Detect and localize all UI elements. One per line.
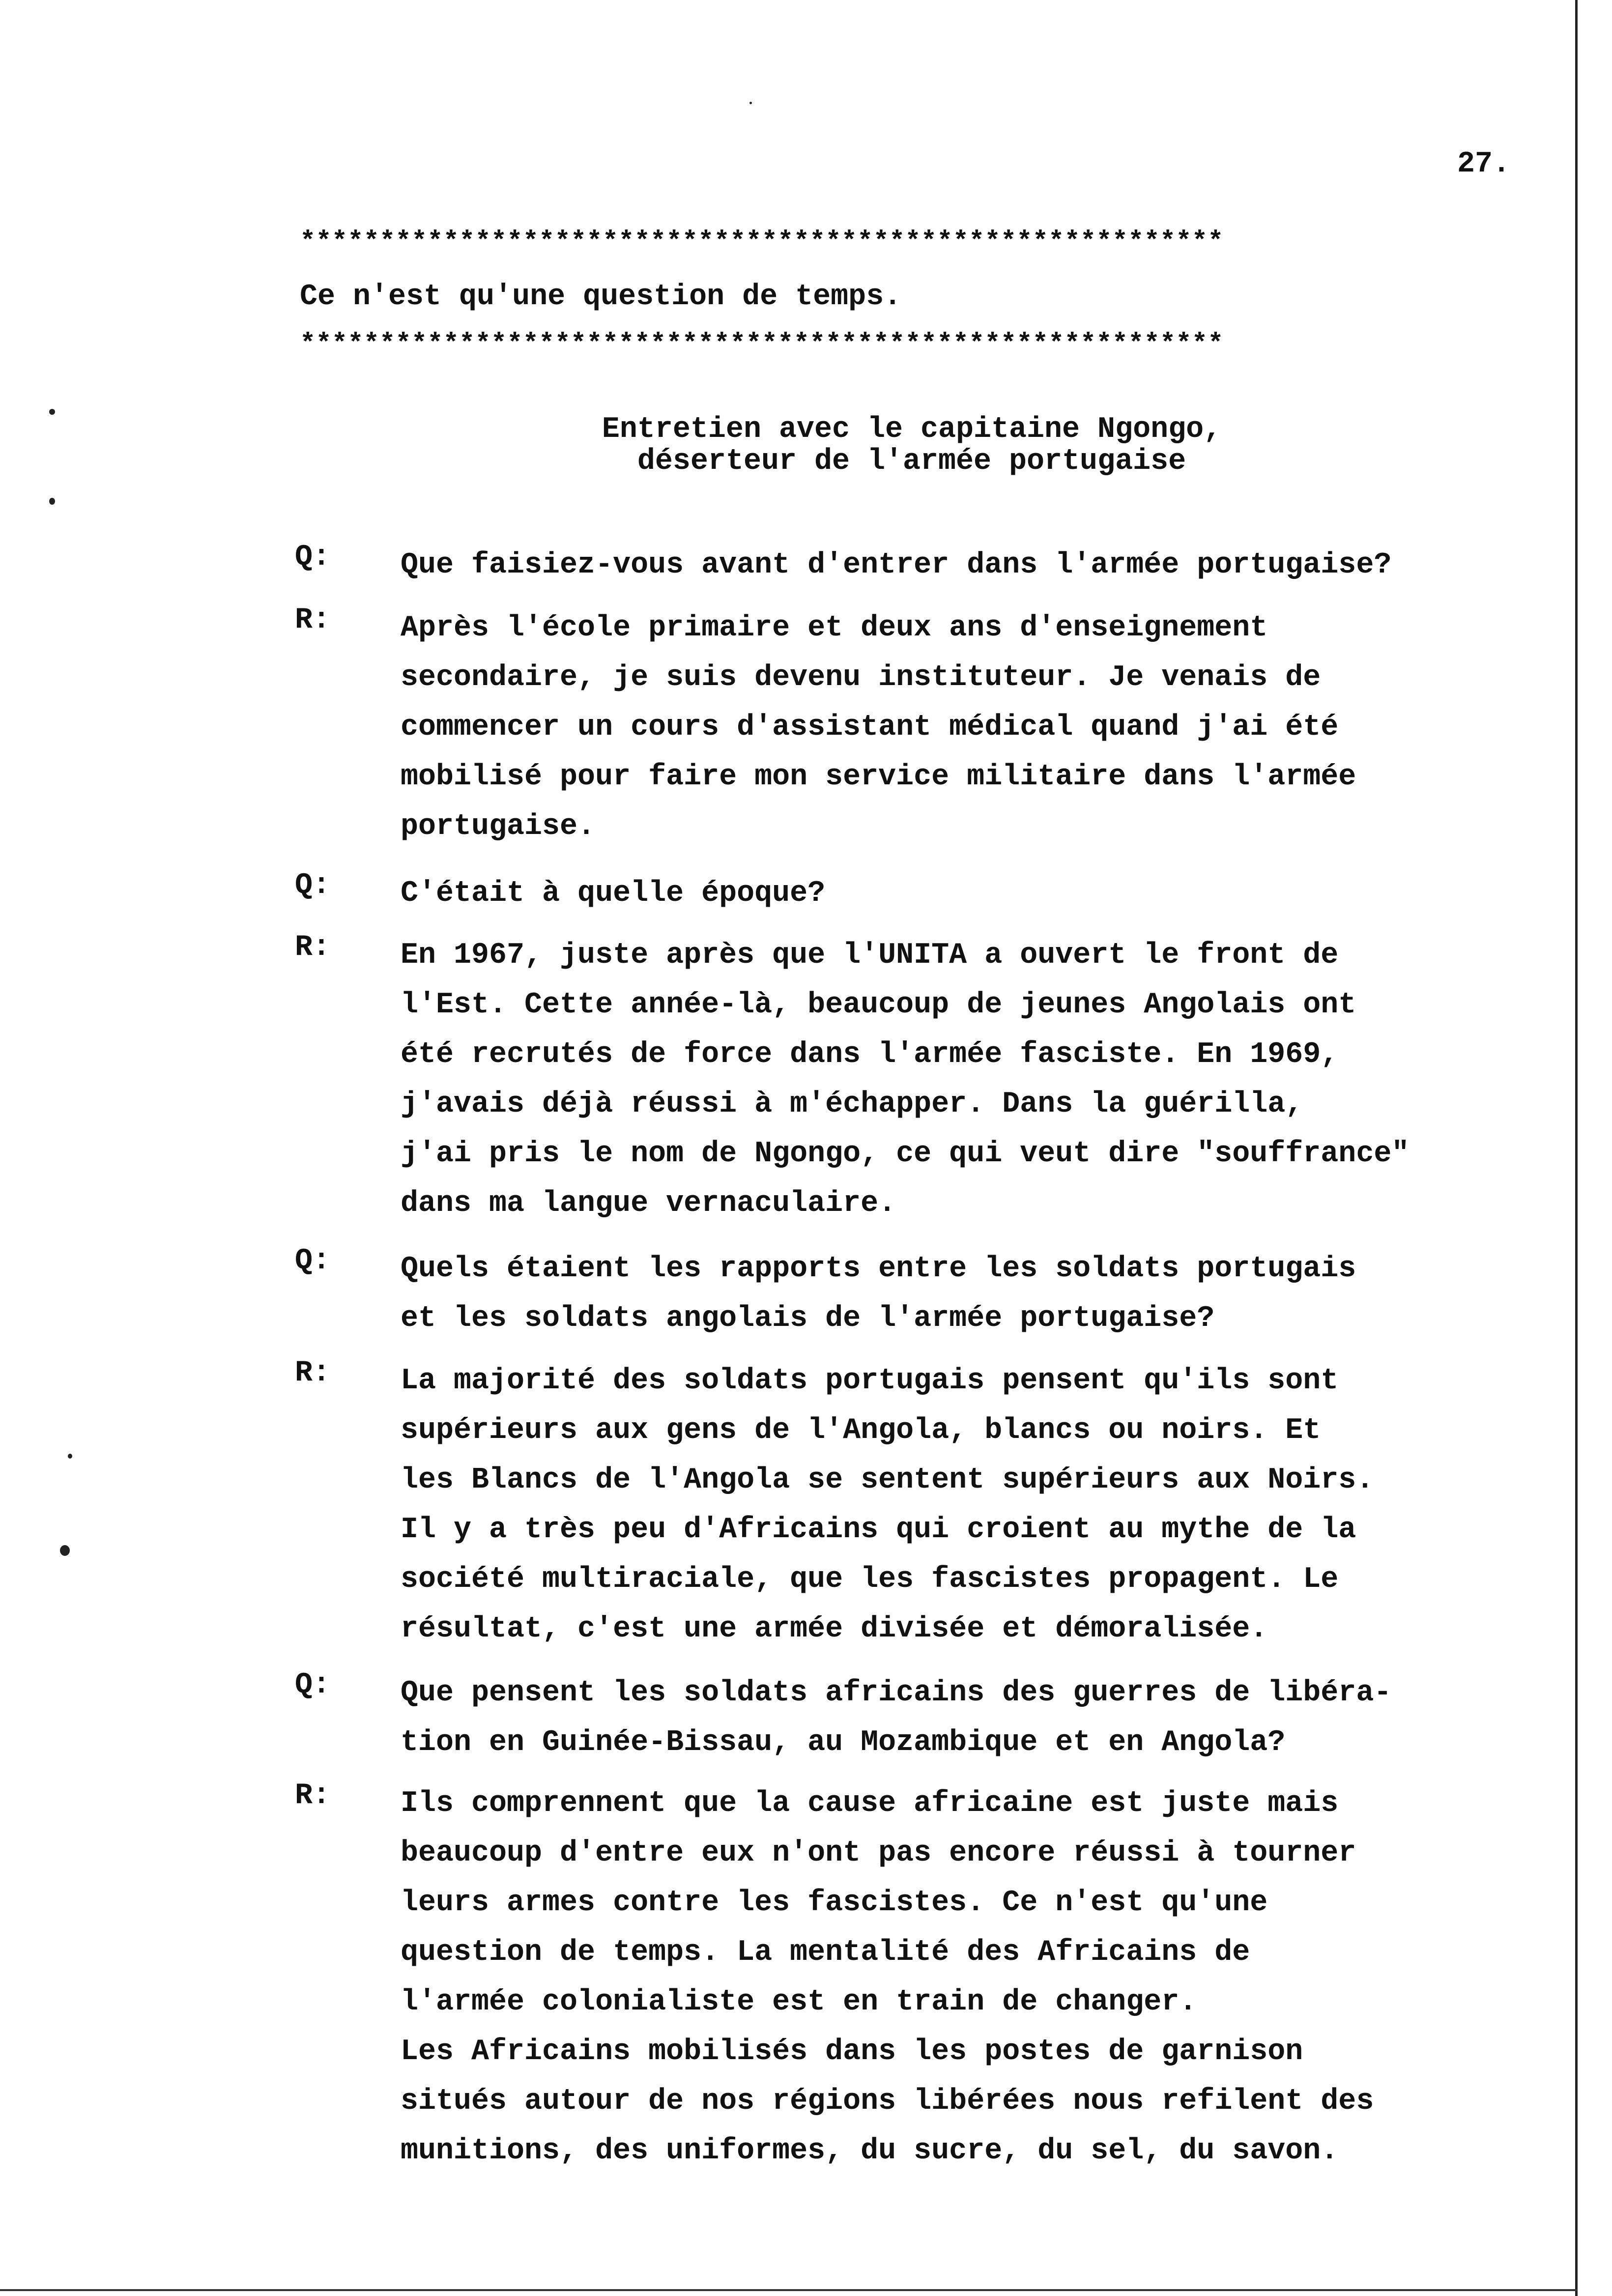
qa-label: R: <box>295 931 331 964</box>
page-bottom-edge <box>0 2289 1578 2291</box>
margin-speck <box>49 409 55 415</box>
asterisk-rule-top: ********************************************************** <box>300 227 1224 257</box>
page-number: 27. <box>1457 147 1511 181</box>
page-right-edge <box>1575 0 1578 2296</box>
margin-speck <box>49 498 55 505</box>
qa-text: Après l'école primaire et deux ans d'enseignement secondaire, je suis devenu instituteur. Je venais de commencer un cours d'assistant médical quand j'ai été mobilisé pour faire mon service militaire dans l'armée portugaise. <box>401 611 1356 843</box>
headline: Ce n'est qu'une question de temps. <box>300 280 902 314</box>
margin-speck <box>68 1454 72 1459</box>
qa-label: R: <box>295 1779 331 1812</box>
qa-text: En 1967, juste après que l'UNITA a ouvert le front de l'Est. Cette année-là, beaucoup de jeunes Angolais ont été recrutés de force dans l'armée fasciste. En 1969, j'avais déjà réussi à m'échapper. Dans la guérilla, j'ai pris le nom de Ngongo, ce qui veut dire "souffrance" dans ma langue vernaculaire. <box>401 939 1410 1220</box>
qa-text: Quels étaient les rapports entre les soldats portugais et les soldats angolais de l'armée portugaise? <box>401 1252 1356 1335</box>
qa-label: Q: <box>295 869 331 902</box>
margin-speck <box>749 102 752 104</box>
qa-label: R: <box>295 1356 331 1390</box>
qa-label: Q: <box>295 1668 331 1702</box>
qa-text: Que pensent les soldats africains des guerres de libéra- tion en Guinée-Bissau, au Mozambique et en Angola? <box>401 1676 1392 1759</box>
asterisk-rule-bottom: ********************************************************** <box>300 329 1224 359</box>
interview-subtitle: déserteur de l'armée portugaise <box>637 445 1186 478</box>
qa-label: Q: <box>295 1244 331 1278</box>
qa-label: R: <box>295 603 331 637</box>
margin-speck <box>60 1545 70 1556</box>
qa-text: C'était à quelle époque? <box>401 877 826 910</box>
qa-text: Que faisiez-vous avant d'entrer dans l'armée portugaise? <box>401 548 1392 582</box>
qa-text: Ils comprennent que la cause africaine est juste mais beaucoup d'entre eux n'ont pas encore réussi à tourner leurs armes contre les fascistes. Ce n'est qu'une question de temps. La mentalité des Africains de l'armée colonialiste est en train de changer. Les Africains mobilisés dans les postes de garnison situés autour de nos régions libérées nous refilent des munitions, des uniformes, du sucre, du sel, du savon. <box>401 1787 1374 2168</box>
interview-title: Entretien avec le capitaine Ngongo, <box>602 413 1222 446</box>
qa-label: Q: <box>295 541 331 574</box>
qa-text: La majorité des soldats portugais pensent qu'ils sont supérieurs aux gens de l'Angola, blancs ou noirs. Et les Blancs de l'Angola se sentent supérieurs aux Noirs. Il y a très peu d'Africains qui croient au mythe de la société multiraciale, que les fascistes propagent. Le résultat, c'est une armée divisée et démoralisée. <box>401 1364 1374 1646</box>
